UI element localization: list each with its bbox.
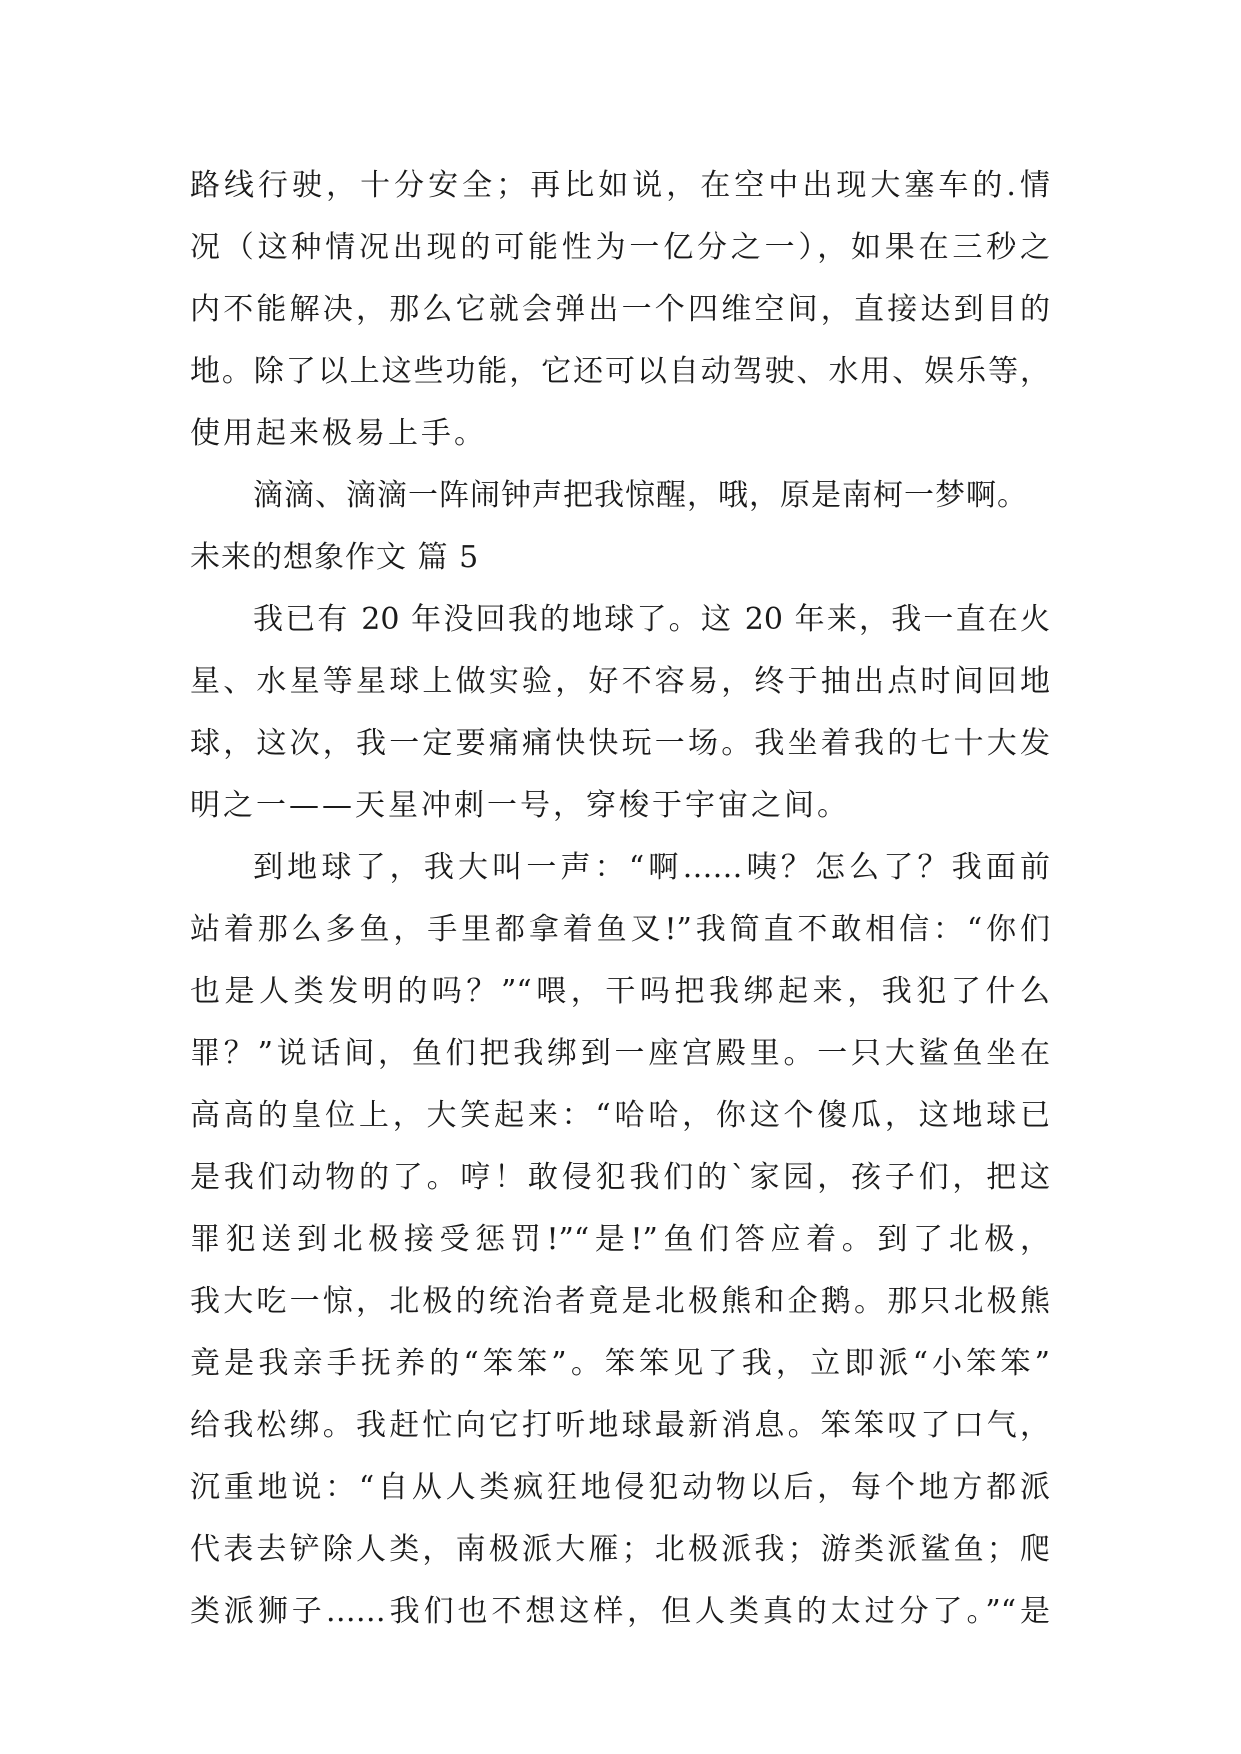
text-line: 到地球了，我大叫一声：“啊……咦？怎么了？我面前 — [253, 850, 1050, 885]
text-line: 路线行驶，十分安全；再比如说，在空中出现大塞车的.情 — [190, 168, 1050, 203]
text-line: 我已有 20 年没回我的地球了。这 20 年来，我一直在火 — [253, 602, 1050, 637]
text-line: 明之一——天星冲刺一号，穿梭于宇宙之间。 — [190, 788, 850, 823]
text-line: 罪？”说话间，鱼们把我绑到一座宫殿里。一只大鲨鱼坐在 — [190, 1036, 1050, 1071]
text-line: 滴滴、滴滴一阵闹钟声把我惊醒，哦，原是南柯一梦啊。 — [253, 478, 1028, 513]
text-line: 罪犯送到北极接受惩罚!”“是!”鱼们答应着。到了北极， — [190, 1222, 1050, 1257]
text-line: 给我松绑。我赶忙向它打听地球最新消息。笨笨叹了口气， — [190, 1408, 1050, 1443]
section-heading: 未来的想象作文 篇 5 — [190, 540, 480, 575]
text-line: 地。除了以上这些功能，它还可以自动驾驶、水用、娱乐等， — [190, 354, 1050, 389]
text-line: 内不能解决，那么它就会弹出一个四维空间，直接达到目的 — [190, 292, 1050, 327]
text-line: 使用起来极易上手。 — [190, 416, 487, 451]
text-line: 类派狮子……我们也不想这样，但人类真的太过分了。”“是 — [190, 1594, 1050, 1629]
text-line: 竟是我亲手抚养的“笨笨”。笨笨见了我，立即派“小笨笨” — [190, 1346, 1050, 1381]
text-line: 沉重地说：“自从人类疯狂地侵犯动物以后，每个地方都派 — [190, 1470, 1050, 1505]
text-line: 球，这次，我一定要痛痛快快玩一场。我坐着我的七十大发 — [190, 726, 1050, 761]
text-line: 站着那么多鱼，手里都拿着鱼叉!”我简直不敢相信：“你们 — [190, 912, 1050, 947]
text-line: 况（这种情况出现的可能性为一亿分之一），如果在三秒之 — [190, 230, 1050, 265]
text-line: 高高的皇位上，大笑起来：“哈哈，你这个傻瓜，这地球已 — [190, 1098, 1050, 1133]
text-line: 星、水星等星球上做实验，好不容易，终于抽出点时间回地 — [190, 664, 1050, 699]
text-line: 我大吃一惊，北极的统治者竟是北极熊和企鹅。那只北极熊 — [190, 1284, 1050, 1319]
text-line: 也是人类发明的吗？”“喂，干吗把我绑起来，我犯了什么 — [190, 974, 1050, 1009]
text-line: 代表去铲除人类，南极派大雁；北极派我；游类派鲨鱼；爬 — [190, 1532, 1050, 1567]
text-line: 是我们动物的了。哼！敢侵犯我们的`家园，孩子们，把这 — [190, 1160, 1050, 1195]
